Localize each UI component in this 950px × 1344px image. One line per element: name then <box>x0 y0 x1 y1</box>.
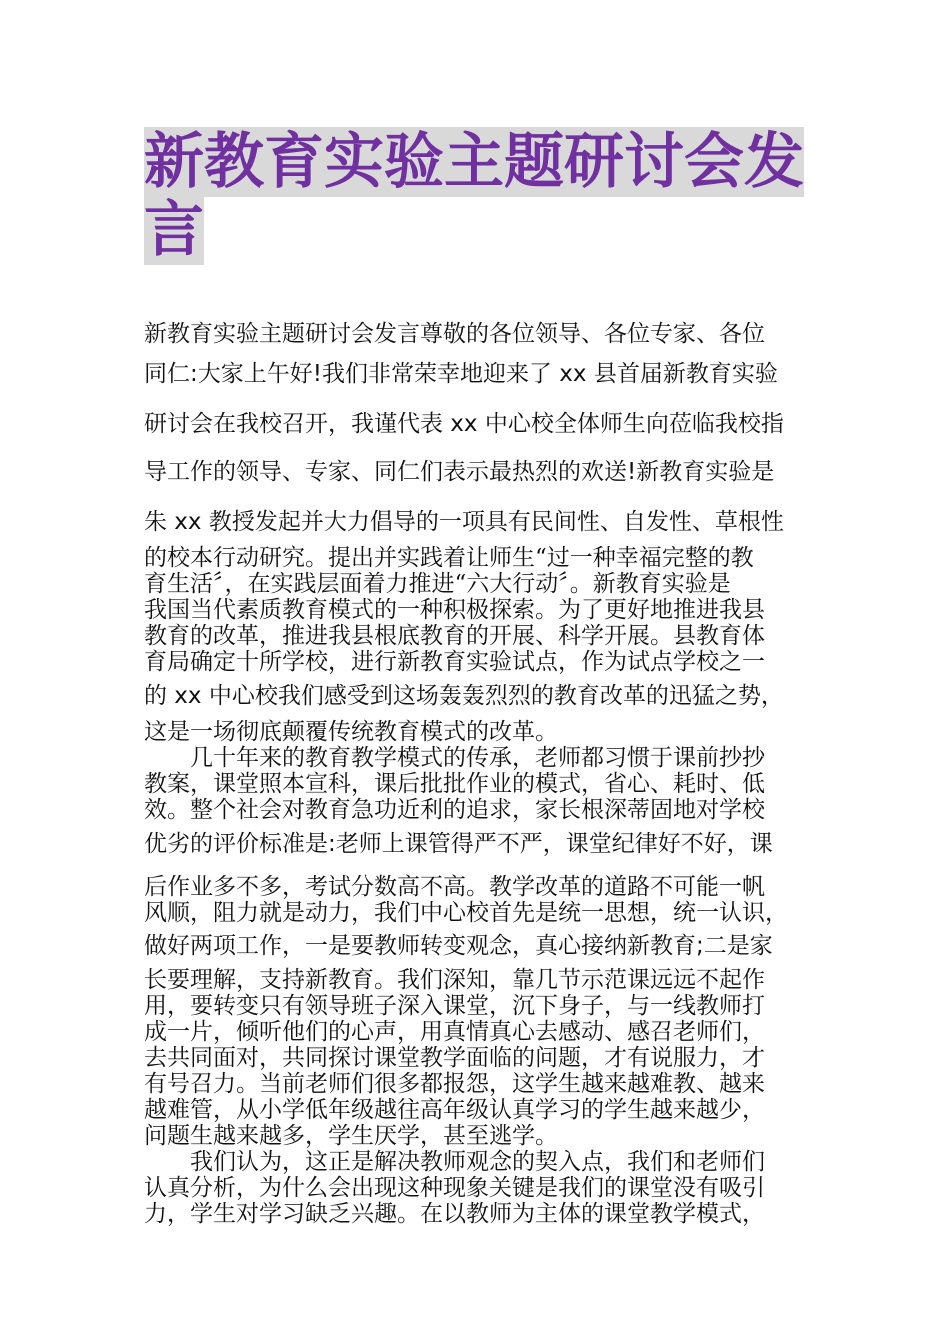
body-line: 朱 xx 教授发起并大力倡导的一项具有民间性、自发性、草根性 <box>144 509 784 535</box>
body-line: 我国当代素质教育模式的一种积极探索。为了更好地推进我县 <box>144 597 765 623</box>
body-line: 教育的改革，推进我县根底教育的开展、科学开展。县教育体 <box>144 623 765 649</box>
body-line: 认真分析，为什么会出现这种现象关键是我们的课堂没有吸引 <box>144 1175 765 1201</box>
document-title-text: 新教育实验主题研讨会发言 <box>144 127 804 265</box>
body-line: 同仁:大家上午好!我们非常荣幸地迎来了 xx 县首届新教育实验 <box>144 361 778 387</box>
body-line: 效。整个社会对教育急功近利的追求，家长根深蒂固地对学校 <box>144 797 765 823</box>
body-line: 成一片，倾听他们的心声，用真情真心去感动、感召老师们， <box>144 1019 765 1045</box>
body-line: 研讨会在我校召开，我谨代表 xx 中心校全体师生向莅临我校指 <box>144 411 784 437</box>
body-line: 育生活〞，在实践层面着力推进“六大行动〞。新教育实验是 <box>144 571 731 597</box>
body-line: 优劣的评价标准是:老师上课管得严不严，课堂纪律好不好，课 <box>144 831 773 857</box>
body-line: 用，要转变只有领导班子深入课堂，沉下身子，与一线教师打 <box>144 993 765 1019</box>
body-line: 去共同面对，共同探讨课堂教学面临的问题，才有说服力，才 <box>144 1045 765 1071</box>
body-line: 风顺，阻力就是动力，我们中心校首先是统一思想，统一认识， <box>144 900 788 926</box>
body-line: 长要理解，支持新教育。我们深知，靠几节示范课远远不起作 <box>144 967 765 993</box>
body-line: 有号召力。当前老师们很多都报怨，这学生越来越难教、越来 <box>144 1071 765 1097</box>
body-line: 我们认为，这正是解决教师观念的契入点，我们和老师们 <box>144 1149 765 1175</box>
body-line: 力，学生对学习缺乏兴趣。在以教师为主体的课堂教学模式， <box>144 1201 765 1227</box>
body-line: 几十年来的教育教学模式的传承，老师都习惯于课前抄抄 <box>144 745 765 771</box>
body-line: 导工作的领导、专家、同仁们表示最热烈的欢送!新教育实验是 <box>144 459 775 485</box>
body-line: 的 xx 中心校我们感受到这场轰轰烈烈的教育改革的迅猛之势， <box>144 683 784 709</box>
body-line: 育局确定十所学校，进行新教育实验试点，作为试点学校之一 <box>144 649 765 675</box>
body-line: 教案，课堂照本宣科，课后批批作业的模式，省心、耗时、低 <box>144 771 765 797</box>
body-line: 做好两项工作，一是要教师转变观念，真心接纳新教育;二是家 <box>144 933 773 959</box>
body-line: 问题生越来越多，学生厌学，甚至逃学。 <box>144 1123 558 1149</box>
document-title <box>144 128 824 264</box>
body-line: 新教育实验主题研讨会发言尊敬的各位领导、各位专家、各位 <box>144 321 765 347</box>
body-line: 的校本行动研究。提出并实践着让师生“过一种幸福完整的教 <box>144 545 754 571</box>
body-line: 越难管，从小学低年级越往高年级认真学习的学生越来越少， <box>144 1097 765 1123</box>
body-line: 这是一场彻底颠覆传统教育模式的改革。 <box>144 719 558 745</box>
body-line: 后作业多不多，考试分数高不高。教学改革的道路不可能一帆 <box>144 874 765 900</box>
